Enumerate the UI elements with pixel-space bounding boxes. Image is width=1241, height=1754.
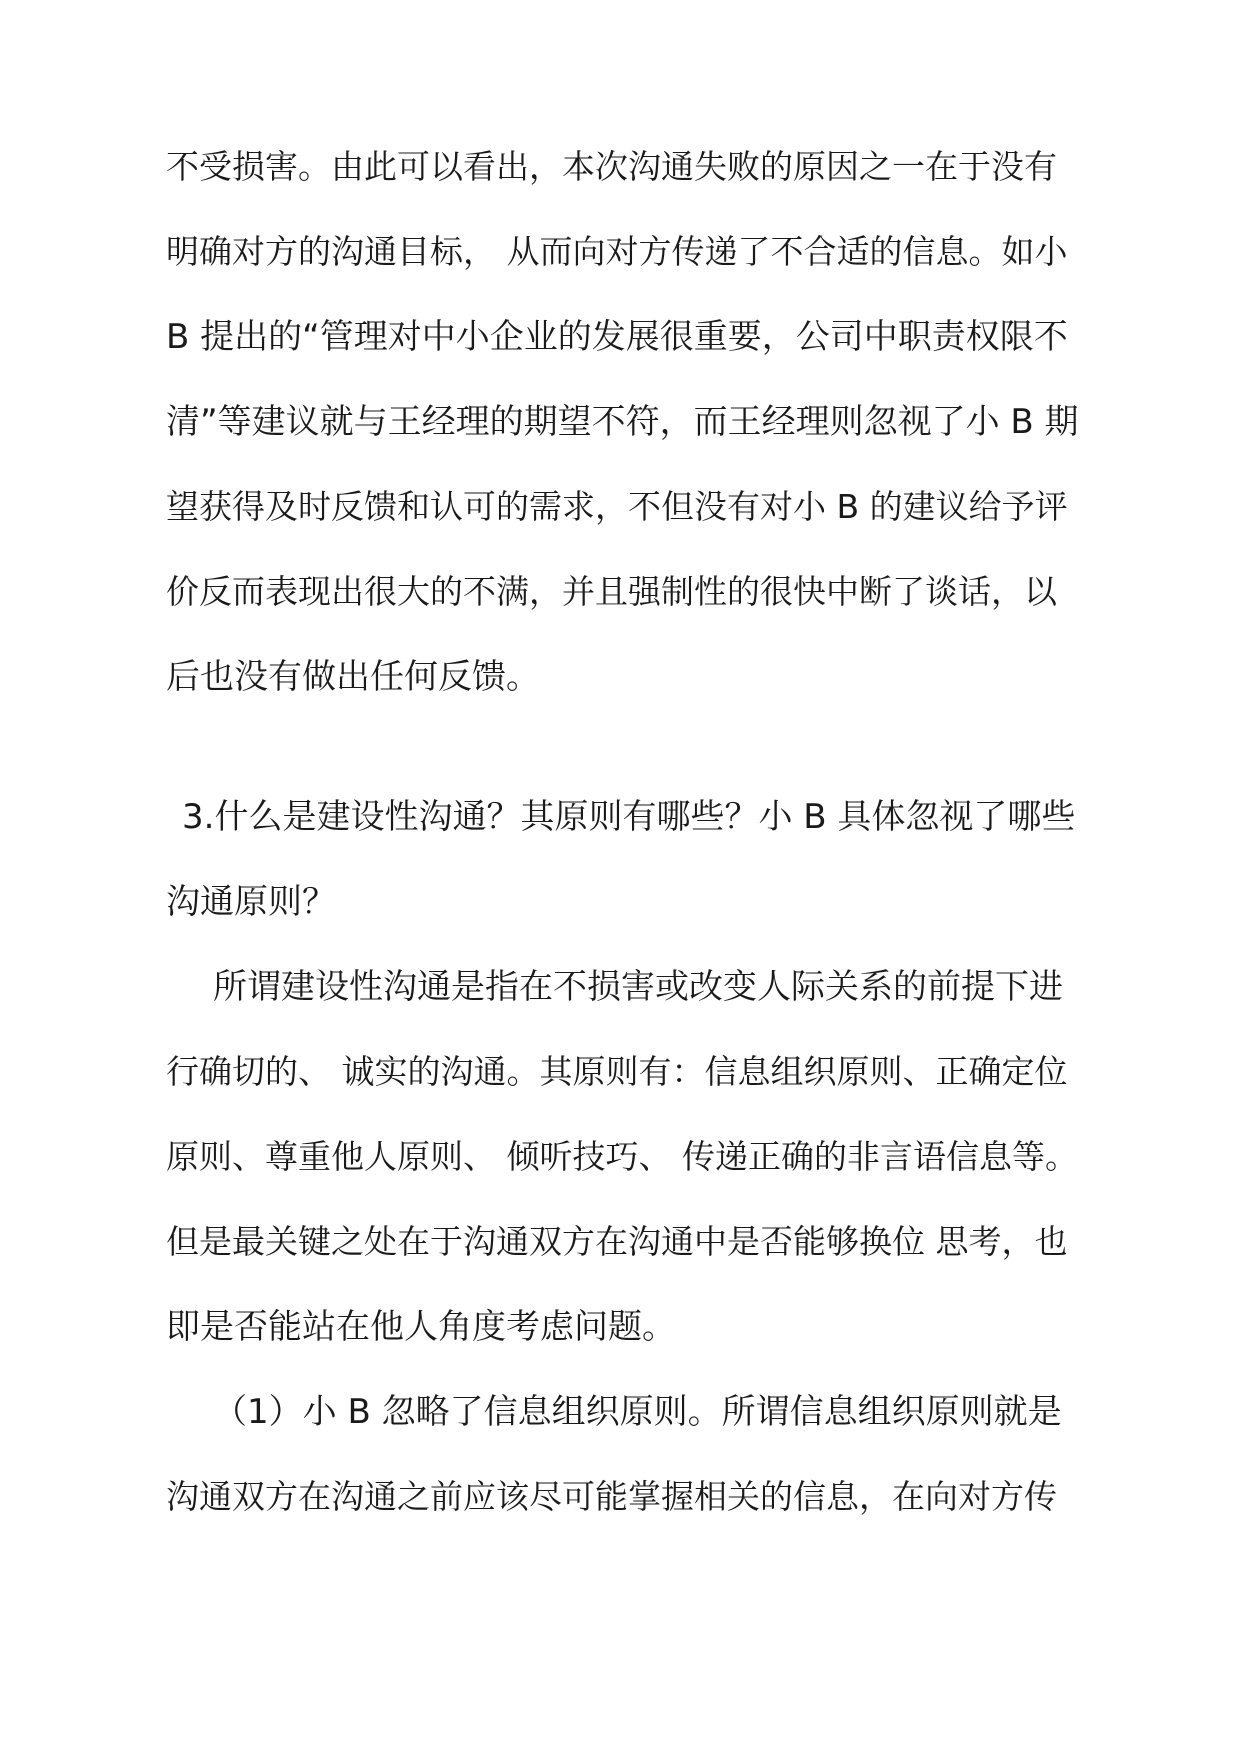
paragraph-line-1: 所谓建设性沟通是指在不损害或改变人际关系的前提下进	[213, 967, 1063, 1007]
question-heading-line-2: 沟通原则？	[166, 882, 336, 922]
paragraph-line-5: 即是否能站在他人角度考虑问题。	[166, 1307, 676, 1347]
text-line-2: 明确对方的沟通目标， 从而向对方传递了不合适的信息。如小	[166, 232, 1068, 271]
paragraph-line-4: 但是最关键之处在于沟通双方在沟通中是否能够换位 思考，也	[166, 1222, 1068, 1261]
subpoint-line-1: （1）小 B 忽略了信息组织原则。所谓信息组织原则就是	[213, 1392, 1062, 1432]
text-line-4: 清”等建议就与王经理的期望不符，而王经理则忽视了小 B 期	[166, 402, 1079, 442]
text-line-6: 价反而表现出很大的不满，并且强制性的很快中断了谈话，以	[166, 572, 1057, 611]
question-heading-line-1: 3.什么是建设性沟通？其原则有哪些？小 B 具体忽视了哪些	[182, 797, 1076, 837]
paragraph-line-3: 原则、尊重他人原则、 倾听技巧、 传递正确的非言语信息等。	[166, 1137, 1078, 1176]
text-line-7: 后也没有做出任何反馈。	[166, 657, 540, 697]
subpoint-line-2: 沟通双方在沟通之前应该尽可能掌握相关的信息，在向对方传	[166, 1477, 1057, 1516]
paragraph-line-2: 行确切的、 诚实的沟通。其原则有：信息组织原则、正确定位	[166, 1052, 1068, 1091]
text-line-5: 望获得及时反馈和认可的需求，不但没有对小 B 的建议给予评	[166, 487, 1068, 526]
text-line-1: 不受损害。由此可以看出，本次沟通失败的原因之一在于没有	[166, 147, 1057, 186]
text-line-3: B 提出的“管理对中小企业的发展很重要，公司中职责权限不	[166, 317, 1068, 357]
